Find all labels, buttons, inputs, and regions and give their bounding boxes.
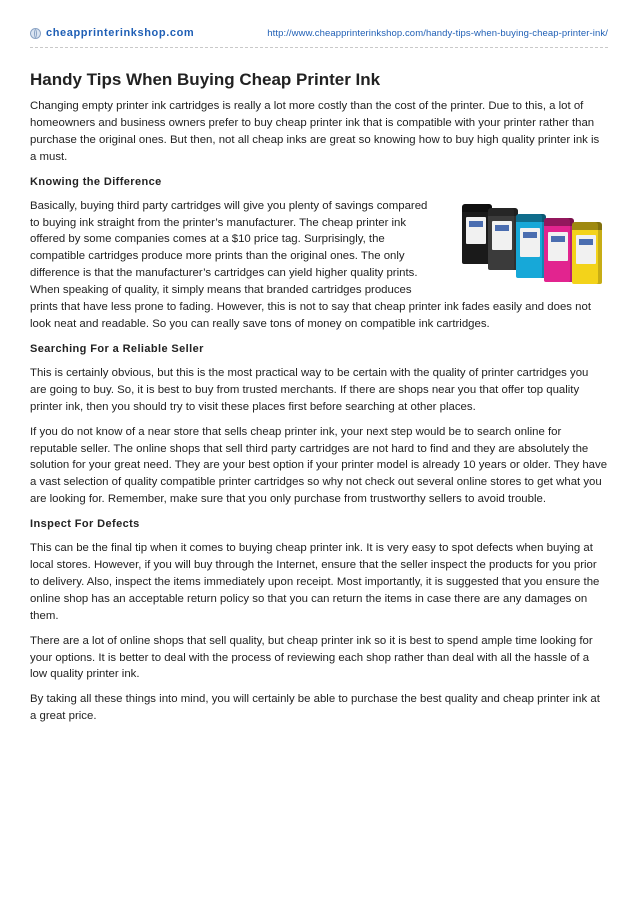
section-heading-knowing-difference: Knowing the Difference [30, 175, 162, 188]
article [30, 70, 608, 733]
section-heading-reliable-seller: Searching For a Reliable Seller [30, 342, 204, 355]
header-divider [30, 47, 608, 48]
section-3-paragraph-1: This can be the final tip when it comes to buying cheap printer ink. It is very easy to spot defects when buying at local stores. However, if you will buy through the Internet, ensure that the seller inspect the products for you prior to delivery. Also, inspect the items immediately upon receipt. Most importantly, it is suggested that you ensure the online shop has an acceptable return policy so that you can return the items in case there are any damages on them. [30, 542, 600, 622]
ink-cartridge [544, 218, 574, 282]
section-3-paragraph-3: By taking all these things into mind, you will certainly be able to purchase the best quality and cheap printer ink at a great price. [30, 693, 600, 723]
site-name[interactable]: cheapprinterinkshop.com [46, 27, 195, 39]
page-url-link[interactable]: http://www.cheapprinterinkshop.com/handy-tips-when-buying-cheap-printer-ink/ [267, 28, 608, 39]
section-3-paragraph-2: There are a lot of online shops that sell quality, but cheap printer ink so it is best to spend ample time looking for your options. It is better to deal with the process of reviewing each shop rather than deal with all the hassle of a low quality printer ink. [30, 634, 593, 681]
section-1-paragraph: Basically, buying third party cartridges will give you plenty of savings compared to buying ink straight from the printer’s manufacturer. The cheap printer ink offered by some companies comes at a $10 price tag. Surprisingly, the compatible cartridges produce more prints than the original ones. The only difference is that the manufacturer’s cartridges can yield higher quality prints. When speaking of quality, it simply means that branded cartridges produces prints that have less prone to fading. However, this is not to say that cheap printer ink fades easily and does not look neat and readable. So you can really save tons of money on compatible ink cartridges. [30, 199, 591, 330]
page-header [30, 27, 608, 47]
section-heading-inspect-defects: Inspect For Defects [30, 518, 140, 531]
globe-icon [30, 28, 41, 39]
intro-paragraph: Changing empty printer ink cartridges is really a lot more costly than the cost of the printer. Due to this, a lot of homeowners and business owners prefer to buy cheap printer ink that is compatible with your printer rather than purchase the original ones. But then, not all cheap inks are great so knowing how to buy high quality printer ink is a must. [30, 100, 600, 163]
ink-cartridges-image [440, 198, 608, 286]
ink-cartridge [488, 208, 518, 270]
ink-cartridge [572, 222, 602, 284]
section-2-paragraph-1: This is certainly obvious, but this is the most practical way to be certain with the quality of printer cartridges you are going to buy. So, it is best to buy from trusted merchants. If there are shops near you that offer top quality printer ink, then you should try to visit these places first before searching at other places. [30, 366, 589, 413]
ink-cartridge [516, 214, 546, 278]
article-title: Handy Tips When Buying Cheap Printer Ink [30, 70, 381, 89]
site-link[interactable] [30, 27, 194, 39]
section-2-paragraph-2: If you do not know of a near store that sells cheap printer ink, your next step would be to search online for reputable seller. The online shops that sell third party cartridges are not hard to find and they are absolutely the solution for your great need. They are your best option if your printer model is already 10 years or older. They have a vast selection of quality compatible printer cartridges so why not check out several online stores to get what you are looking for. Remember, make sure that you only purchase from trustworthy sellers to avoid trouble. [30, 425, 608, 506]
